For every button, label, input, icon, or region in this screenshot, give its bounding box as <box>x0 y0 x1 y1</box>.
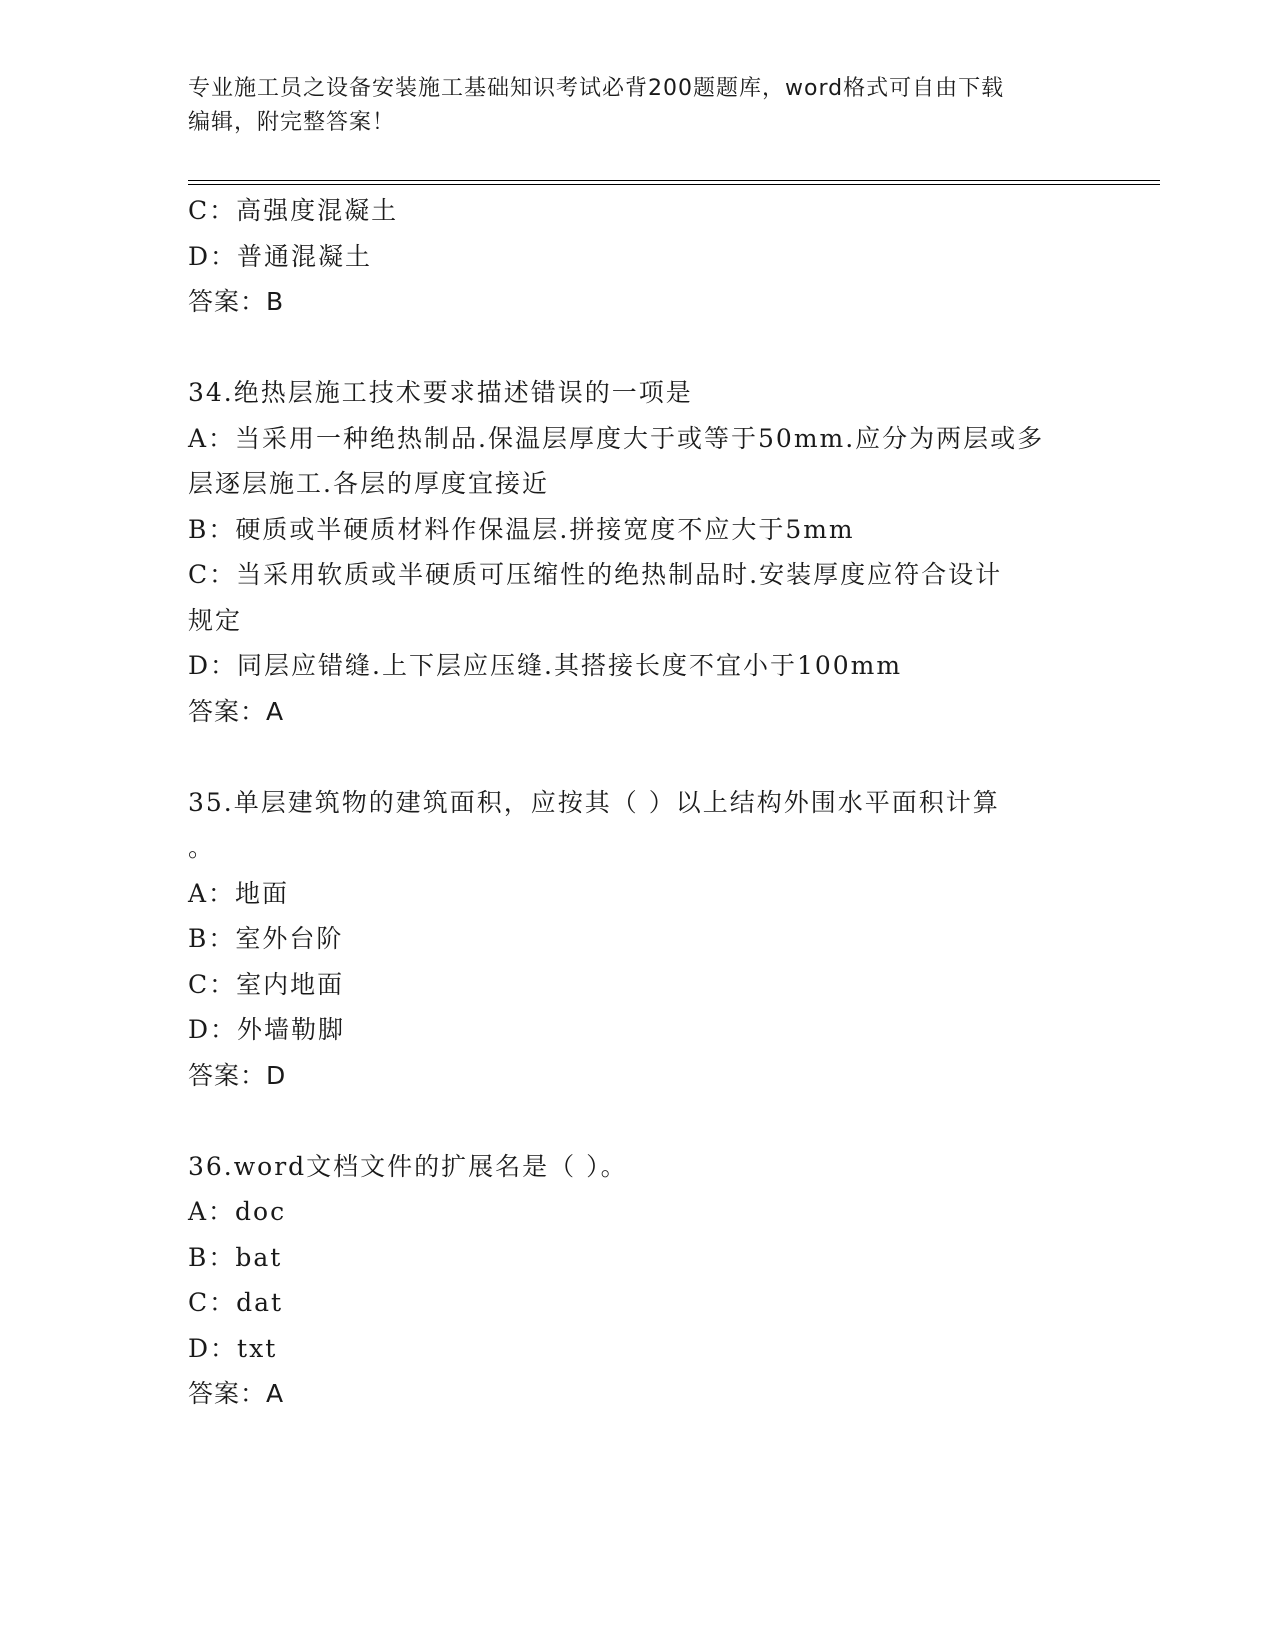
option-a: A：doc <box>188 1197 287 1226</box>
option-c: C：dat <box>188 1288 284 1317</box>
option-d: D：同层应错缝.上下层应压缝.其搭接长度不宜小于100mm <box>188 651 903 680</box>
option-b: B：硬质或半硬质材料作保温层.拼接宽度不应大于5mm <box>188 514 855 544</box>
option-a-continued: 层逐层施工.各层的厚度宜接近 <box>188 469 549 498</box>
answer-line: 答案：D <box>188 1060 287 1090</box>
header-rule-bottom <box>188 184 1160 185</box>
question-stem: 34.绝热层施工技术要求描述错误的一项是 <box>188 378 693 407</box>
question-34 <box>188 370 1088 734</box>
option-a: A：地面 <box>188 878 290 908</box>
option-a: A：当采用一种绝热制品.保温层厚度大于或等于50mm.应分为两层或多 <box>188 423 1045 453</box>
question-35 <box>188 780 1088 1099</box>
option-b: B：室外台阶 <box>188 924 344 953</box>
header-rule-top <box>188 180 1160 181</box>
question-stem-continued: 。 <box>188 833 216 862</box>
question-stem: 35.单层建筑物的建筑面积，应按其（ ）以上结构外围水平面积计算 <box>188 787 1000 817</box>
spacer <box>188 325 1088 371</box>
spacer <box>188 1098 1088 1144</box>
option-c: C：当采用软质或半硬质可压缩性的绝热制品时.安装厚度应符合设计 <box>188 560 1003 589</box>
question-36 <box>188 1144 1088 1417</box>
previous-question-tail <box>188 188 1088 325</box>
option-c: C：室内地面 <box>188 969 345 999</box>
answer-line: 答案：B <box>188 287 285 316</box>
spacer <box>188 734 1088 780</box>
header-line-1: 专业施工员之设备安装施工基础知识考试必背200题题库，word格式可自由下载 <box>188 76 1005 101</box>
option-b: B：bat <box>188 1242 283 1272</box>
option-c: C：高强度混凝土 <box>188 196 399 225</box>
option-d: D：外墙勒脚 <box>188 1015 346 1044</box>
answer-line: 答案：A <box>188 696 285 726</box>
answer-line: 答案：A <box>188 1379 285 1408</box>
option-d: D：普通混凝土 <box>188 241 373 271</box>
document-body <box>188 188 1088 1417</box>
question-stem: 36.word文档文件的扩展名是（ ）。 <box>188 1151 628 1181</box>
document-header <box>188 72 1068 140</box>
header-line-2: 编辑，附完整答案！ <box>188 110 396 135</box>
option-c-continued: 规定 <box>188 605 243 635</box>
option-d: D：txt <box>188 1333 278 1363</box>
